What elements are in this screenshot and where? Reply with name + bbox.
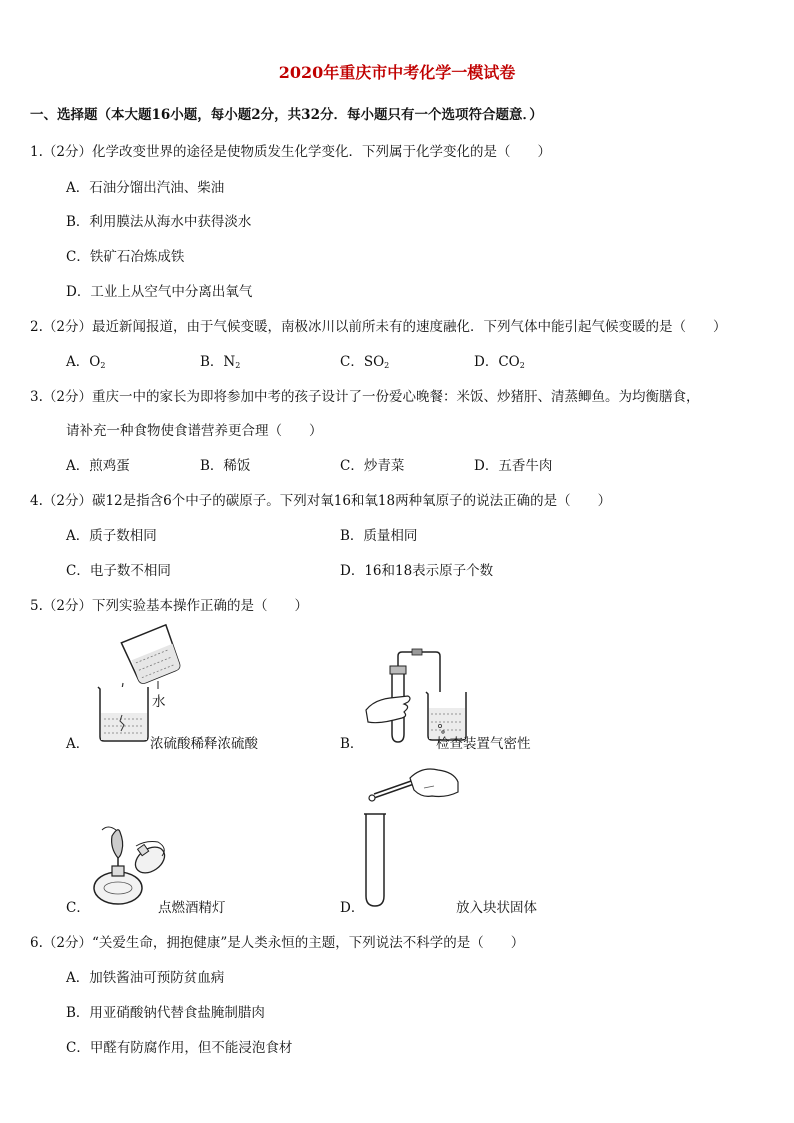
question-2-option-a: A．$O_2$ <box>66 354 106 370</box>
question-5-option-d-letter: D． <box>340 900 365 916</box>
question-3-option-b: B．稀饭 <box>200 458 251 474</box>
question-6-option-a: A．加铁酱油可预防贫血病 <box>66 970 225 986</box>
question-3-stem-line2: 请补充一种食物使食谱营养更合理（ ） <box>66 423 323 439</box>
question-3-option-c: C．炒青菜 <box>340 458 405 474</box>
dilution-water-label: 水 <box>152 694 166 710</box>
question-1-stem: 1.（2分）化学改变世界的途径是使物质发生化学变化．下列属于化学变化的是（ ） <box>30 144 551 160</box>
question-1-option-a: A．石油分馏出汽油、柴油 <box>66 180 225 196</box>
question-1-option-c: C．铁矿石冶炼成铁 <box>66 249 185 265</box>
question-4-stem: 4.（2分）碳12是指含6个中子的碳原子。下列对氧16和氧18两种氧原子的说法正确的是（ ） <box>30 493 612 509</box>
question-5-stem: 5.（2分）下列实验基本操作正确的是（ ） <box>30 598 308 614</box>
question-6-option-b: B．用亚硝酸钠代替食盐腌制腊肉 <box>66 1005 265 1021</box>
question-1-option-d: D．工业上从空气中分离出氧气 <box>66 284 253 300</box>
question-4-option-a: A．质子数相同 <box>66 528 157 544</box>
question-3-stem-line1: 3.（2分）重庆一中的家长为即将参加中考的孩子设计了一份爱心晚餐：米饭、炒猪肝、清蒸鲫鱼。为均衡膳食， <box>30 389 700 405</box>
question-5-option-a-caption: 浓硫酸稀释浓硫酸 <box>150 736 258 752</box>
solid-insertion-figure <box>360 768 460 910</box>
section-heading: 一、选择题（本大题16小题，每小题2分，共32分．每小题只有一个选项符合题意．） <box>30 107 543 123</box>
question-5-option-c-letter: C． <box>66 900 90 916</box>
question-5-option-b-letter: B． <box>340 736 364 752</box>
question-6-option-c: C．甲醛有防腐作用，但不能浸泡食材 <box>66 1040 293 1056</box>
question-5-option-a-letter: A． <box>66 736 90 752</box>
question-5-option-b-caption: 检查装置气密性 <box>436 736 531 752</box>
question-2-option-d: D．$CO_2$ <box>474 354 525 370</box>
question-2-option-b: B．$N_2$ <box>200 354 241 370</box>
question-5-option-d-caption: 放入块状固体 <box>456 900 537 916</box>
question-1-option-b: B．利用膜法从海水中获得淡水 <box>66 214 252 230</box>
question-2-option-c: C．$SO_2$ <box>340 354 390 370</box>
question-4-option-d: D．16和18表示原子个数 <box>340 563 494 579</box>
dilution-figure <box>90 625 190 745</box>
question-2-stem: 2.（2分）最近新闻报道，由于气候变暖，南极冰川以前所未有的速度融化．下列气体中能引起气候变暖的是（ ） <box>30 319 727 335</box>
page-title: 2020年重庆市中考化学一模试卷 <box>278 63 516 82</box>
question-6-stem: 6.（2分）“关爱生命，拥抱健康”是人类永恒的主题，下列说法不科学的是（ ） <box>30 935 525 951</box>
question-4-option-c: C．电子数不相同 <box>66 563 171 579</box>
question-3-option-a: A．煎鸡蛋 <box>66 458 130 474</box>
question-3-option-d: D．五香牛肉 <box>474 458 553 474</box>
question-5-option-c-caption: 点燃酒精灯 <box>158 900 226 916</box>
question-4-option-b: B．质量相同 <box>340 528 418 544</box>
